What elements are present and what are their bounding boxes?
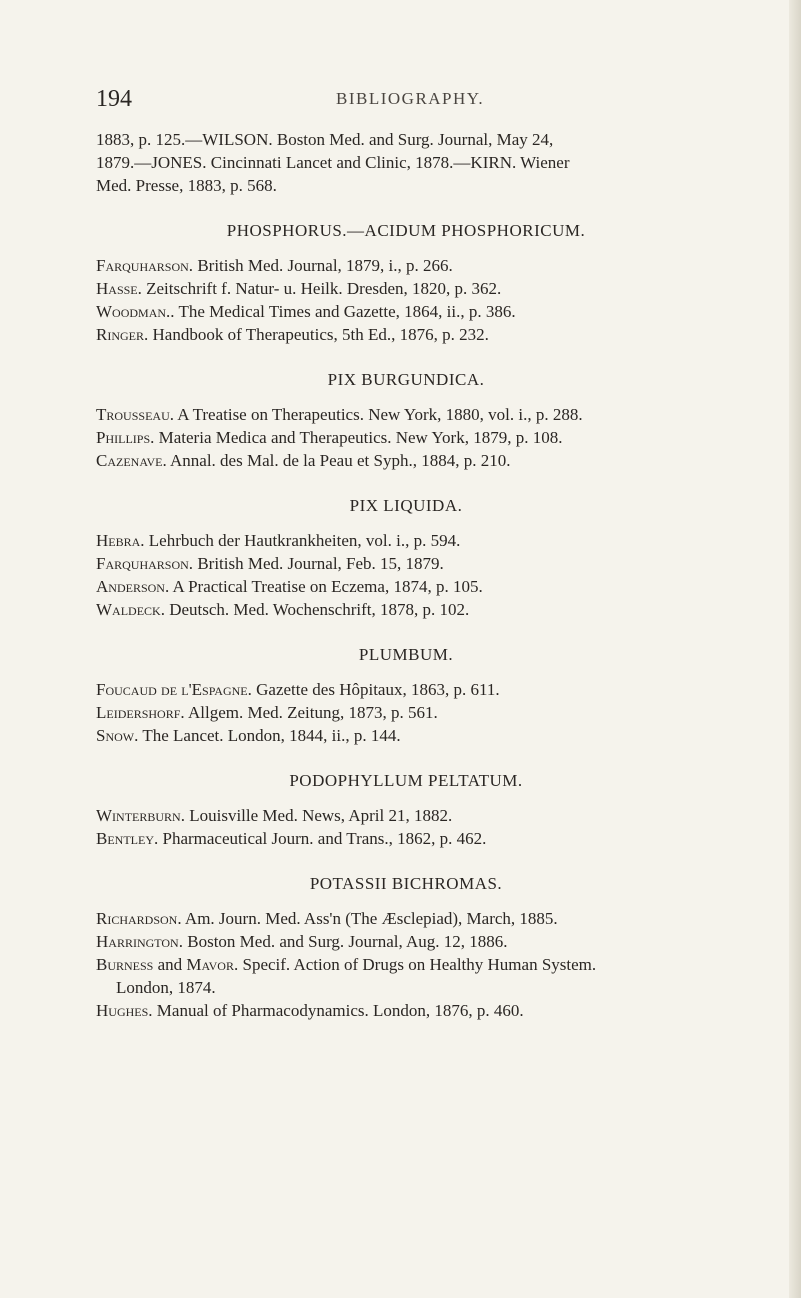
bib-entry <box>96 701 716 724</box>
entry-author: Phillips. <box>96 428 155 447</box>
section-heading: PIX LIQUIDA. <box>349 496 463 515</box>
entry-author: Bentley. <box>96 829 159 848</box>
bib-entry <box>96 403 716 426</box>
bib-entry <box>96 930 716 953</box>
bib-entry <box>96 827 716 850</box>
section-heading: PHOSPHORUS.—ACIDUM PHOSPHORICUM. <box>226 221 586 240</box>
bib-entry <box>96 907 716 930</box>
bib-entry <box>96 999 716 1022</box>
entry-text: British Med. Journal, Feb. 15, 1879. <box>197 554 444 573</box>
entry-author: Hebra. <box>96 531 145 550</box>
entry-author: Foucaud de l'Espagne. <box>96 680 252 699</box>
bib-entry <box>96 277 716 300</box>
page-edge <box>789 0 801 1298</box>
section-heading: POTASSII BICHROMAS. <box>309 874 503 893</box>
entry-author: Anderson. <box>96 577 170 596</box>
entry-text: Manual of Pharmacodynamics. London, 1876, p. 460. <box>156 1001 524 1020</box>
section-heading: PLUMBUM. <box>358 645 454 664</box>
entry-text: A Practical Treatise on Eczema, 1874, p. 105. <box>172 577 483 596</box>
intro-block <box>96 128 716 197</box>
bib-entry <box>96 678 716 701</box>
bib-entry <box>96 804 716 827</box>
entry-author: Leidershorf. <box>96 703 185 722</box>
entry-author: Mavor. <box>186 955 239 974</box>
intro-line: 1879.—JONES. Cincinnati Lancet and Clinic, 1878.—KIRN. Wiener <box>96 153 570 172</box>
page-number: 194 <box>96 86 132 112</box>
entry-author: Cazenave. <box>96 451 167 470</box>
entry-text: Am. Journ. Med. Ass'n (The Æsclepiad), March, 1885. <box>184 909 558 928</box>
entry-author: Trousseau. <box>96 405 174 424</box>
entry-text: British Med. Journal, 1879, i., p. 266. <box>197 256 453 275</box>
entry-author: Richardson. <box>96 909 182 928</box>
entry-text: Deutsch. Med. Wochenschrift, 1878, p. 102. <box>169 600 470 619</box>
entry-text: Annal. des Mal. de la Peau et Syph., 1884, p. 210. <box>170 451 511 470</box>
entry-text: Lehrbuch der Hautkrankheiten, vol. i., p. 594. <box>148 531 461 550</box>
bib-entry <box>96 953 716 999</box>
entry-text: A Treatise on Therapeutics. New York, 1880, vol. i., p. 288. <box>177 405 583 424</box>
entry-text: and <box>157 955 183 974</box>
intro-line: 1883, p. 125.—WILSON. Boston Med. and Surg. Journal, May 24, <box>96 130 554 149</box>
entry-text: The Medical Times and Gazette, 1864, ii., p. 386. <box>178 302 516 321</box>
entry-author: Hasse. <box>96 279 142 298</box>
entry-text: The Lancet. London, 1844, ii., p. 144. <box>142 726 401 745</box>
entry-text: Louisville Med. News, April 21, 1882. <box>189 806 453 825</box>
bib-entry <box>96 598 716 621</box>
running-head: BIBLIOGRAPHY. <box>336 89 485 108</box>
entry-continuation: London, 1874. <box>116 978 216 997</box>
entry-text: Handbook of Therapeutics, 5th Ed., 1876, p. 232. <box>152 325 489 344</box>
bib-entry <box>96 724 716 747</box>
entry-author: Harrington. <box>96 932 183 951</box>
page-header <box>96 86 736 116</box>
entry-author: Ringer. <box>96 325 149 344</box>
entry-text: Specif. Action of Drugs on Healthy Human System. <box>242 955 597 974</box>
entry-text: Boston Med. and Surg. Journal, Aug. 12, 1886. <box>187 932 508 951</box>
entry-author: Woodman.. <box>96 302 175 321</box>
bib-entry <box>96 529 716 552</box>
bibliography-content <box>96 128 716 1022</box>
section-heading: PIX BURGUNDICA. <box>327 370 485 389</box>
entry-text: Gazette des Hôpitaux, 1863, p. 611. <box>256 680 500 699</box>
entry-text: Zeitschrift f. Natur- u. Heilk. Dresden, 1820, p. 362. <box>146 279 502 298</box>
bib-entry <box>96 575 716 598</box>
entry-author: Farquharson. <box>96 256 194 275</box>
entry-author: Winterburn. <box>96 806 185 825</box>
entry-text: Pharmaceutical Journ. and Trans., 1862, p. 462. <box>162 829 487 848</box>
entry-author: Hughes. <box>96 1001 153 1020</box>
bib-entry <box>96 426 716 449</box>
entry-text: Materia Medica and Therapeutics. New York, 1879, p. 108. <box>158 428 563 447</box>
entry-author: Snow. <box>96 726 139 745</box>
bib-entry <box>96 254 716 277</box>
section-heading: PODOPHYLLUM PELTATUM. <box>289 771 523 790</box>
intro-line: Med. Presse, 1883, p. 568. <box>96 176 277 195</box>
bib-entry <box>96 552 716 575</box>
entry-author: Burness <box>96 955 154 974</box>
entry-author: Farquharson. <box>96 554 194 573</box>
bib-entry <box>96 300 716 323</box>
bib-entry <box>96 449 716 472</box>
entry-text: Allgem. Med. Zeitung, 1873, p. 561. <box>187 703 438 722</box>
entry-author: Waldeck. <box>96 600 165 619</box>
bib-entry <box>96 323 716 346</box>
